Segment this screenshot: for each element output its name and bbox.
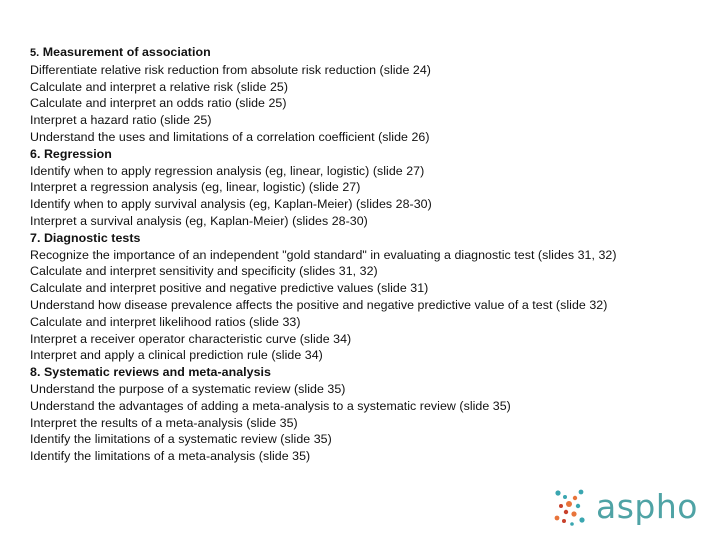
section-heading xyxy=(30,230,700,247)
list-item: Interpret a receiver operator characteristic curve (slide 34) xyxy=(30,331,352,346)
list-item: Interpret a regression analysis (eg, linear, logistic) (slide 27) xyxy=(30,180,361,195)
section-title: Systematic reviews and meta-analysis xyxy=(43,365,271,380)
list-item: Interpret a survival analysis (eg, Kaplan-Meier) (slides 28-30) xyxy=(30,213,368,228)
list-item: Calculate and interpret an odds ratio (slide 25) xyxy=(30,96,287,111)
section-title: Regression xyxy=(43,146,112,161)
list-item: Understand the purpose of a systematic review (slide 35) xyxy=(30,381,346,396)
list-item: Identify when to apply regression analysis (eg, linear, logistic) (slide 27) xyxy=(30,163,425,178)
list-item: Calculate and interpret positive and negative predictive values (slide 31) xyxy=(30,281,429,296)
section-heading xyxy=(30,364,700,381)
list-item: Interpret and apply a clinical prediction rule (slide 34) xyxy=(30,348,323,363)
list-item: Understand the uses and limitations of a correlation coefficient (slide 26) xyxy=(30,129,430,144)
section-heading xyxy=(30,44,700,62)
logo-text: aspho xyxy=(596,487,698,526)
section-heading xyxy=(30,146,700,163)
list-item: Interpret the results of a meta-analysis (slide 35) xyxy=(30,415,298,430)
section-title: Diagnostic tests xyxy=(43,230,141,245)
objectives-list xyxy=(30,44,700,465)
list-item: Identify the limitations of a meta-analysis (slide 35) xyxy=(30,449,311,464)
section-number: 7. xyxy=(30,230,41,245)
list-item: Understand the advantages of adding a meta-analysis to a systematic review (slide 35) xyxy=(30,398,511,413)
list-item: Identify when to apply survival analysis (eg, Kaplan-Meier) (slides 28-30) xyxy=(30,197,432,212)
list-item: Calculate and interpret a relative risk (slide 25) xyxy=(30,79,289,94)
section-number: 5. xyxy=(30,47,40,59)
list-item: Calculate and interpret likelihood ratios (slide 33) xyxy=(30,314,301,329)
list-item: Understand how disease prevalence affects the positive and negative predictive value of a test (slide 32) xyxy=(30,297,608,312)
list-item: Recognize the importance of an independent "gold standard" in evaluating a diagnostic test (slides 31, 32) xyxy=(30,247,617,262)
list-item: Interpret a hazard ratio (slide 25) xyxy=(30,113,212,128)
list-item: Identify the limitations of a systematic review (slide 35) xyxy=(30,432,332,447)
section-title: Measurement of association xyxy=(42,45,211,59)
section-number: 6. xyxy=(30,146,41,161)
section-number: 8. xyxy=(30,365,41,380)
list-item: Differentiate relative risk reduction from absolute risk reduction (slide 24) xyxy=(30,62,431,77)
aspho-logo xyxy=(552,488,712,528)
molecule-icon xyxy=(552,488,592,528)
list-item: Calculate and interpret sensitivity and specificity (slides 31, 32) xyxy=(30,264,378,279)
